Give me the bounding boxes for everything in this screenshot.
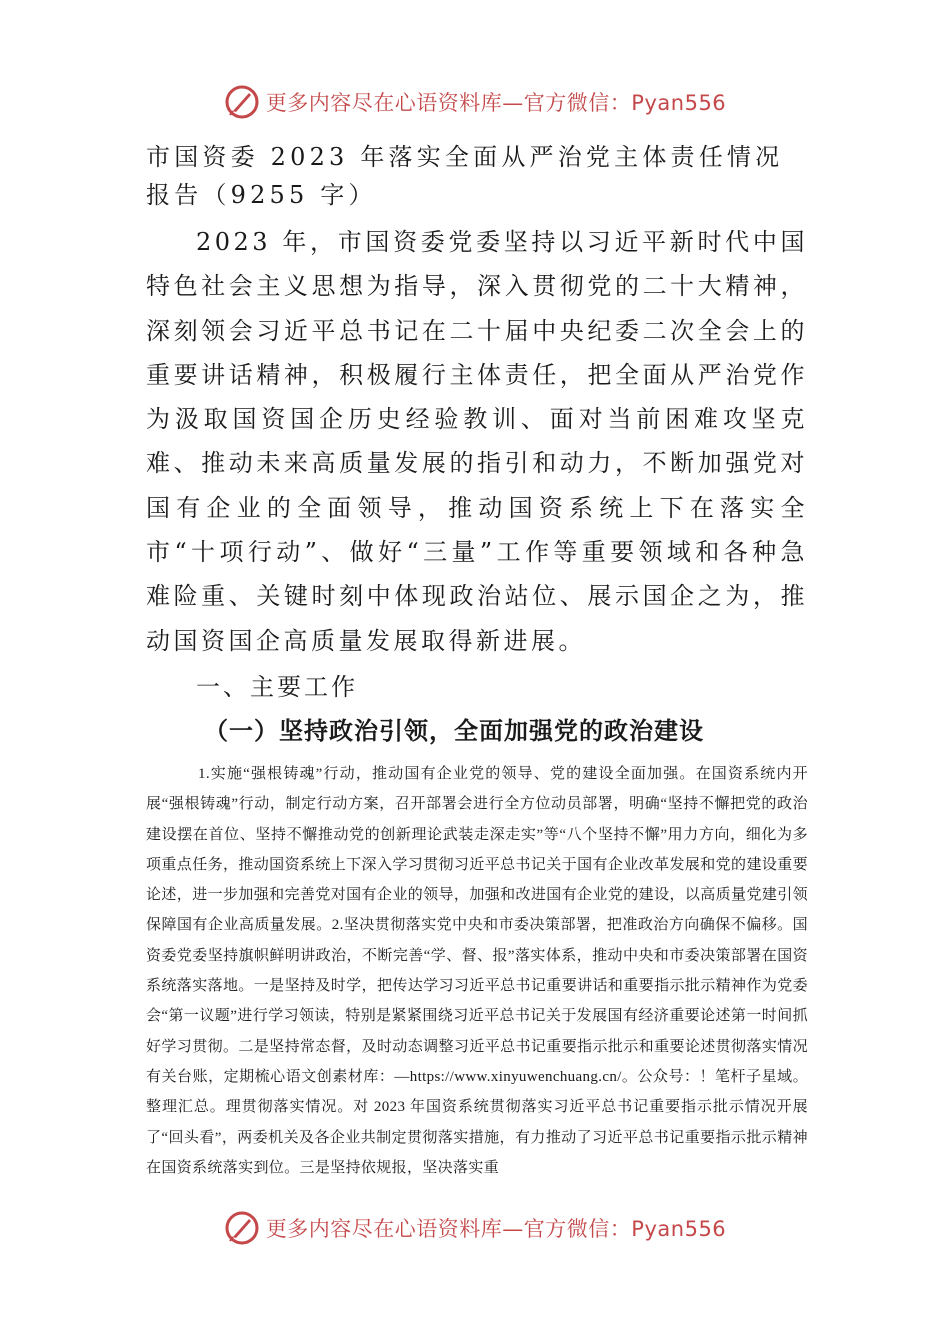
document-body <box>146 138 808 1183</box>
intro-paragraph: 2023 年，市国资委党委坚持以习近平新时代中国特色社会主义思想为指导，深入贯彻党的二十大精神，深刻领会习近平总书记在二十届中央纪委二次全会上的重要讲话精神，积极履行主体责任，把全面从严治党作为汲取国资国企历史经验教训、面对当前困难攻坚克难、推动未来高质量发展的指引和动力，不断加强党对国有企业的全面领导，推动国资系统上下在落实全市“十项行动”、做好“三量”工作等重要领域和各种急难险重、关键时刻中体现政治站位、展示国企之为，推动国资国企高质量发展取得新进展。 <box>146 228 808 655</box>
quill-logo-icon <box>224 1210 260 1246</box>
watermark-header <box>0 80 950 124</box>
detail-paragraph: 1.实施“强根铸魂”行动，推动国有企业党的领导、党的建设全面加强。在国资系统内开展“强根铸魂”行动，制定行动方案，召开部署会进行全方位动员部署，明确“坚持不懈把党的政治建设摆在首位、坚持不懈推动党的创新理论武装走深走实”等“八个坚持不懈”用力方向，细化为多项重点任务，推动国资系统上下深入学习贯彻习近平总书记关于国有企业改革发展和党的建设重要论述，进一步加强和完善党对国有企业的领导，加强和改进国有企业党的建设，以高质量党建引领保障国有企业高质量发展。2.坚决贯彻落实党中央和市委决策部署，把准政治方向确保不偏移。国资委党委坚持旗帜鲜明讲政治，不断完善“学、督、报”落实体系，推动中央和市委决策部署在国资系统落实落地。一是坚持及时学，把传达学习习近平总书记重要讲话和重要指示批示精神作为党委会“第一议题”进行学习领读，特别是紧紧围绕习近平总书记关于发展国有经济重要论述第一时间抓好学习贯彻。二是坚持常态督，及时动态调整习近平总书记重要指示批示和重要论述贯彻落实情况有关台账，定期梳心语文创素材库：—https://www.xinyuwenchuang.cn/。公众号：！笔杆子星域。整理汇总。理贯彻落实情况。对 2023 年国资系统贯彻落实习近平总书记重要指示批示情况开展了“回头看”，两委机关及各企业共制定贯彻落实措施，有力推动了习近平总书记重要指示批示精神在国资系统落实到位。三是坚持依规报，坚决落实重 <box>146 765 808 1176</box>
quill-logo-icon <box>224 84 260 120</box>
document-title: 市国资委 2023 年落实全面从严治党主体责任情况报告（9255 字） <box>146 143 784 209</box>
watermark-text: 更多内容尽在心语资料库—官方微信：Pyan556 <box>265 1217 727 1241</box>
section-heading: 一、主要工作 <box>196 672 358 701</box>
watermark-text: 更多内容尽在心语资料库—官方微信：Pyan556 <box>265 91 727 115</box>
sub-heading: （一）坚持政治引领，全面加强党的政治建设 <box>204 715 704 745</box>
watermark-footer <box>0 1206 950 1250</box>
